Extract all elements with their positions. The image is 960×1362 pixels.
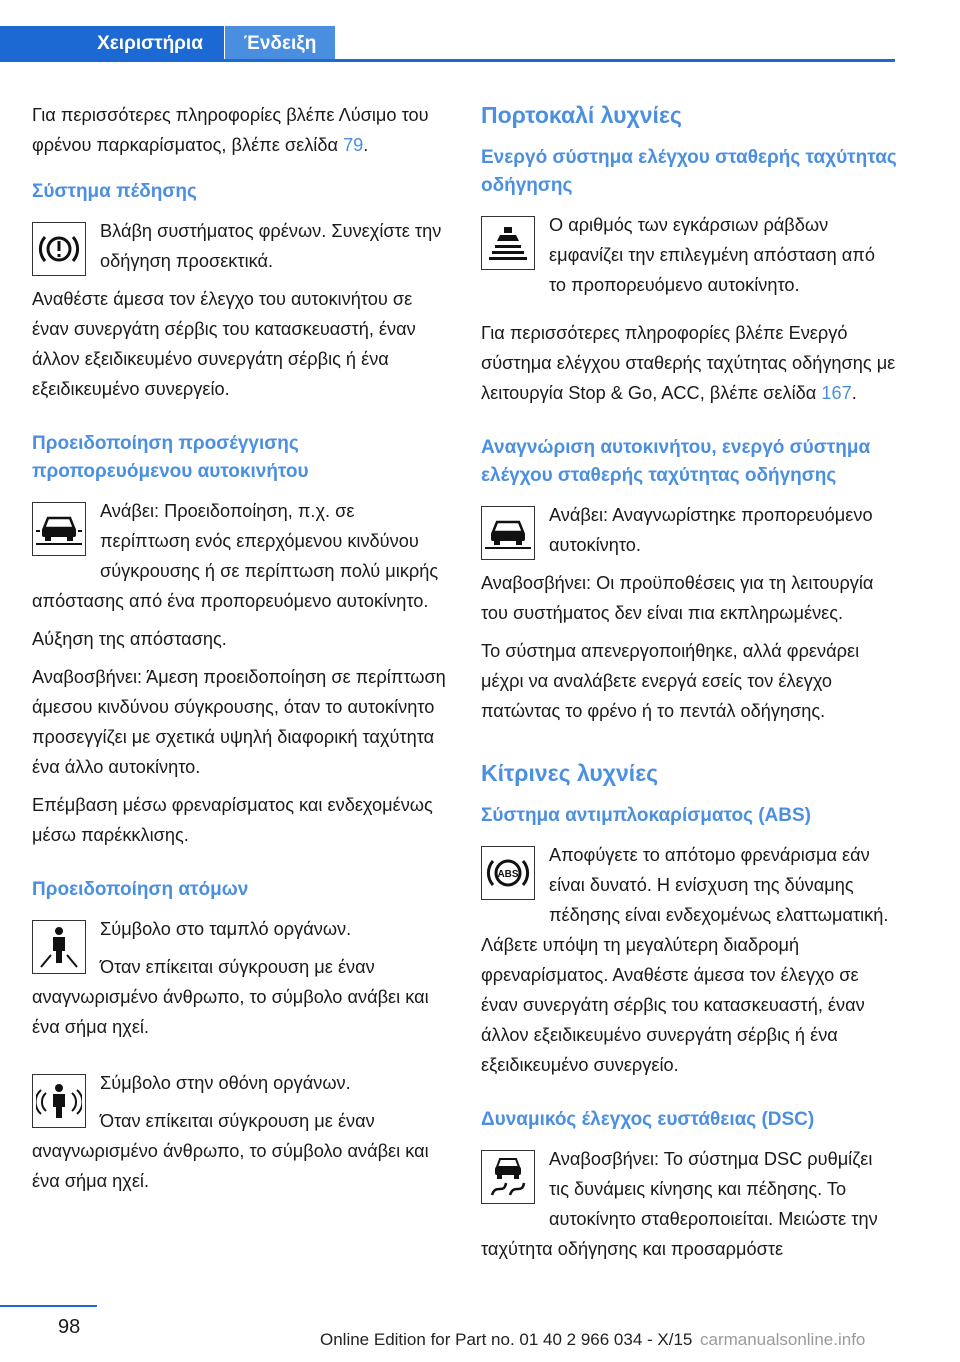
page-number: 98 <box>58 1316 81 1338</box>
person-p4: Όταν επίκειται σύγκρουση με έναν αναγνωρισμένο άνθρωπο, το σύμβολο ανάβει και ένα σήμα ηχεί. <box>32 1111 429 1191</box>
approach-p3: Αναβοσβήνει: Άμεση προειδοποίηση σε περίπτωση άμεσου κινδύνου σύγκρουσης, όταν το αυτοκίνητο προσεγγίζει με σχετικά υψηλή διαφορική ταχύτητα ένα άλλο αυτοκίνητο. <box>32 667 446 777</box>
dsc-skid-icon <box>481 1150 535 1204</box>
abs-p1: Αποφύγετε το απότομο φρενάρισμα εάν είναι δυνατό. Η ενίσχυση της δύναμης πέδησης είναι ενδεχομένως ελαττωματική. Λάβετε υπόψη τη μεγαλύτερη διαδρομή φρεναρίσματος. Αναθέστε άμεσα τον έλεγχο σε έναν συνεργάτη σέρβις του κατασκευαστή, έναν άλλον εξειδικευμένο συνεργάτη σέρβις ή ένα εξειδικευμένο συνεργείο. <box>481 845 889 1075</box>
brake-warning-icon <box>32 222 86 276</box>
brake-entry <box>32 216 448 412</box>
right-column <box>481 100 897 1282</box>
acc-p1: Ο αριθμός των εγκάρσιων ράβδων εμφανίζει την επιλεγμένη απόσταση από το προπορευόμενο αυτοκίνητο. <box>549 215 875 295</box>
abs-icon-text: ABS <box>497 869 519 880</box>
pedestrian-sound-icon <box>32 1074 86 1128</box>
pedestrian-icon <box>32 920 86 974</box>
abs-entry <box>481 840 897 1088</box>
abs-heading: Σύστημα αντιμπλοκαρίσματος (ABS) <box>481 805 812 826</box>
tab-display[interactable]: Ένδειξη <box>225 26 335 62</box>
abs-icon <box>481 846 535 900</box>
brake-p1: Βλάβη συστήματος φρένων. Συνεχίστε την οδήγηση προσεκτικά. <box>100 221 442 271</box>
person-warning-heading: Προειδοποίηση ατόμων <box>32 879 249 900</box>
person-p3: Σύμβολο στην οθόνη οργάνων. <box>100 1073 351 1093</box>
car-collision-icon <box>32 502 86 556</box>
orange-lights-heading: Πορτοκαλί λυχνίες <box>481 102 682 128</box>
person-entry-1 <box>32 914 448 1050</box>
intro-text: Για περισσότερες πληροφορίες βλέπε Λύσιμο του φρένου παρκαρίσματος, βλέπε σελίδα <box>32 105 429 155</box>
acc-p2: Για περισσότερες πληροφορίες βλέπε Ενεργό σύστημα ελέγχου σταθερής ταχύτητας οδήγησης με λειτουργία Stop & Go, ACC, βλέπε σελίδα 167. <box>481 323 896 403</box>
page-link-167[interactable]: 167 <box>821 383 852 403</box>
brake-system-heading: Σύστημα πέδησης <box>32 181 197 202</box>
approach-warning-heading: Προειδοποίηση προσέγγισης προπορευόμενου αυτοκινήτου <box>32 433 309 482</box>
approach-p1: Ανάβει: Προειδοποίηση, π.χ. σε περίπτωση ενός επερχόμενου κινδύνου σύγκρουσης ή σε περίπτωση πολύ μικρής απόστασης από ένα προπορευόμενο αυτοκίνητο. <box>32 501 439 611</box>
person-entry-2 <box>32 1068 448 1204</box>
person-p1: Σύμβολο στο ταμπλό οργάνων. <box>100 919 352 939</box>
page-link-79[interactable]: 79 <box>343 135 364 155</box>
detect-p1: Ανάβει: Αναγνωρίστηκε προπορευόμενο αυτοκίνητο. <box>549 505 873 555</box>
detect-p2: Αναβοσβήνει: Οι προϋποθέσεις για τη λειτουργία του συστήματος δεν είναι πια εκπληρωμένες. <box>481 573 874 623</box>
approach-p2: Αύξηση της απόστασης. <box>32 629 227 649</box>
header-rule <box>0 59 895 62</box>
person-p2: Όταν επίκειται σύγκρουση με έναν αναγνωρισμένο άνθρωπο, το σύμβολο ανάβει και ένα σήμα ηχεί. <box>32 957 429 1037</box>
distance-bars-icon <box>481 216 535 270</box>
acc-heading: Ενεργό σύστημα ελέγχου σταθερής ταχύτητας οδήγησης <box>481 147 897 196</box>
acc-entry <box>481 210 897 308</box>
vehicle-detect-heading: Αναγνώριση αυτοκινήτου, ενεργό σύστημα ελέγχου σταθερής ταχύτητας οδήγησης <box>481 437 871 486</box>
detect-p3: Το σύστημα απενεργοποιήθηκε, αλλά φρενάρει μέχρι να αναλάβετε ενεργά εσείς τον έλεγχο πατώντας το φρένο ή το πεντάλ οδήγησης. <box>481 641 860 721</box>
dsc-entry <box>481 1144 897 1272</box>
watermark: carmanualsonline.info <box>700 1330 866 1349</box>
tab-controls[interactable]: Χειριστήρια <box>0 26 224 62</box>
left-column <box>32 100 448 1214</box>
yellow-lights-heading: Κίτρινες λυχνίες <box>481 760 659 786</box>
car-detected-icon <box>481 506 535 560</box>
intro-paragraph: Για περισσότερες πληροφορίες βλέπε Λύσιμο του φρένου παρκαρίσματος, βλέπε σελίδα 79. <box>32 105 429 155</box>
dsc-heading: Δυναμικός έλεγχος ευστάθειας (DSC) <box>481 1109 815 1130</box>
approach-p4: Επέμβαση μέσω φρεναρίσματος και ενδεχομένως μέσω παρέκκλισης. <box>32 795 433 845</box>
edition-text: Online Edition for Part no. 01 40 2 966 034 - X/15 <box>320 1330 693 1349</box>
acc-p2-text: Για περισσότερες πληροφορίες βλέπε Ενεργό σύστημα ελέγχου σταθερής ταχύτητας οδήγησης με λειτουργία Stop & Go, ACC, βλέπε σελίδα <box>481 323 896 403</box>
page-number-rule <box>0 1305 97 1307</box>
detect-entry <box>481 500 897 734</box>
header-bar <box>0 0 895 62</box>
approach-entry <box>32 496 448 858</box>
brake-p2: Αναθέστε άμεσα τον έλεγχο του αυτοκινήτου σε έναν συνεργάτη σέρβις του κατασκευαστή, έναν άλλον εξειδικευμένο συνεργάτη σέρβις ή ένα εξειδικευμένο συνεργείο. <box>32 289 416 399</box>
dsc-p1: Αναβοσβήνει: Το σύστημα DSC ρυθμίζει τις δυνάμεις κίνησης και πέδησης. Το αυτοκίνητο σταθεροποιείται. Μειώστε την ταχύτητα οδήγησης και προσαρμόστε <box>481 1149 878 1259</box>
